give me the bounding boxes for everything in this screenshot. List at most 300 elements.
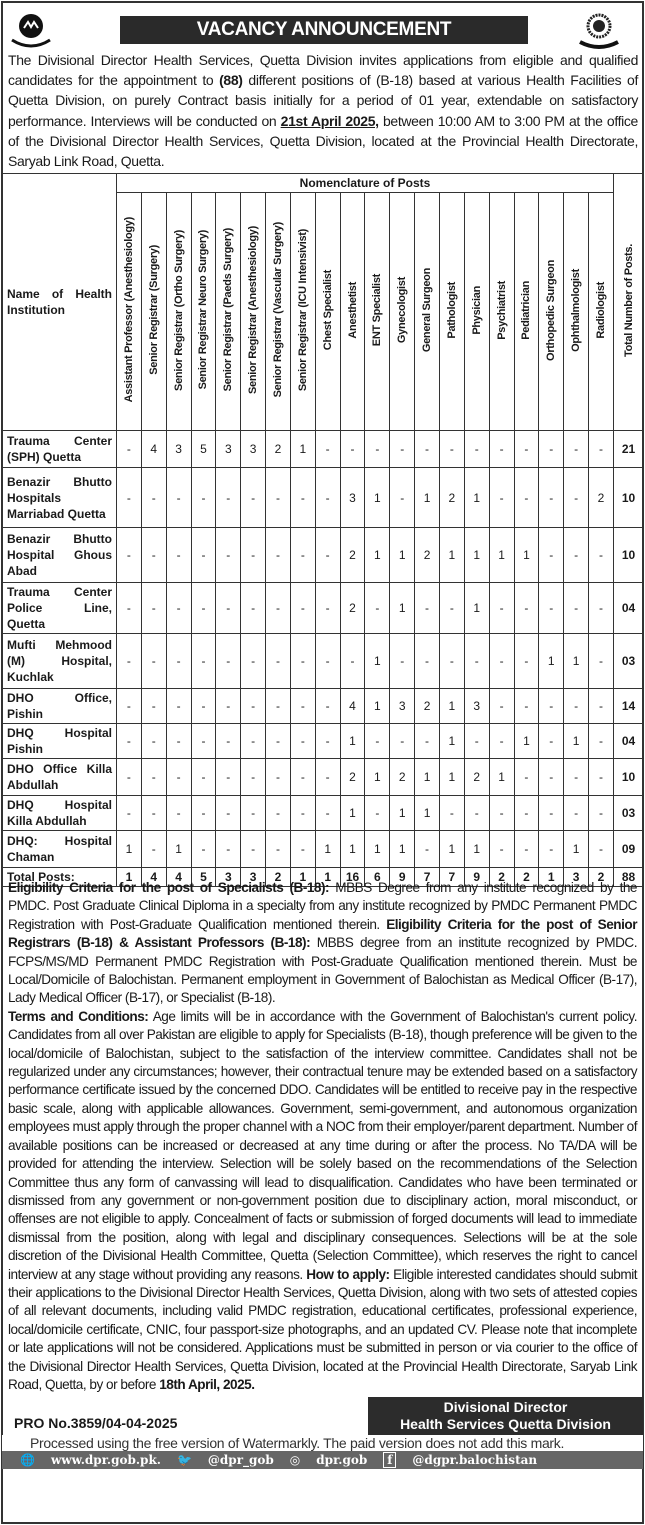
post-count: 1 <box>166 831 191 868</box>
post-header: Physician <box>464 193 489 431</box>
post-count: 3 <box>340 468 365 528</box>
post-count: - <box>191 468 216 528</box>
post-count: - <box>589 831 614 868</box>
post-count: 1 <box>415 759 440 796</box>
post-count: - <box>166 689 191 724</box>
table-row <box>3 528 644 583</box>
post-count: 5 <box>191 868 216 887</box>
health-department-logo <box>8 10 54 50</box>
post-count: 2 <box>266 868 291 887</box>
post-count: - <box>166 634 191 689</box>
post-header: ENT Specialist <box>365 193 390 431</box>
table-row <box>3 634 644 689</box>
post-count: - <box>564 796 589 831</box>
post-count: - <box>464 796 489 831</box>
post-count: 1 <box>390 831 415 868</box>
post-count: - <box>117 528 142 583</box>
post-count: 1 <box>439 759 464 796</box>
post-count: - <box>166 796 191 831</box>
post-count: - <box>216 468 241 528</box>
post-count: - <box>266 468 291 528</box>
post-count: - <box>290 583 315 634</box>
post-count: - <box>141 796 166 831</box>
post-count: - <box>290 759 315 796</box>
vacancy-table <box>2 173 644 887</box>
post-count: - <box>241 468 266 528</box>
post-count: - <box>290 689 315 724</box>
post-count: 3 <box>564 868 589 887</box>
post-count: 2 <box>266 431 291 468</box>
post-count: - <box>514 831 539 868</box>
post-count: - <box>290 634 315 689</box>
post-count: 1 <box>365 528 390 583</box>
post-count: - <box>166 583 191 634</box>
post-header: Senior Registrar (ICU Intensivist) <box>290 193 315 431</box>
row-total: 04 <box>614 724 644 759</box>
post-count: - <box>266 634 291 689</box>
post-count: - <box>489 689 514 724</box>
post-count: 1 <box>290 431 315 468</box>
post-count: - <box>439 431 464 468</box>
post-count: 16 <box>340 868 365 887</box>
post-count: 1 <box>117 831 142 868</box>
post-count: - <box>141 583 166 634</box>
post-count: - <box>166 528 191 583</box>
section-heading: Eligibility Criteria for the post of Senior Registrars (B-18) & Assistant Professors (B-18): <box>8 916 637 951</box>
table-row <box>3 724 644 759</box>
signature-office: Health Services Quetta Division <box>400 1416 611 1433</box>
post-count: 1 <box>415 796 440 831</box>
page-title: VACANCY ANNOUNCEMENT <box>120 16 528 44</box>
institution-name: DHQ Hospital Pishin <box>3 724 117 759</box>
post-count: - <box>141 634 166 689</box>
post-count: - <box>117 634 142 689</box>
post-count: 3 <box>216 868 241 887</box>
post-count: 1 <box>290 868 315 887</box>
post-count: - <box>191 583 216 634</box>
post-count: - <box>539 468 564 528</box>
post-header: Senior Registrar (Surgery) <box>141 193 166 431</box>
post-count: 1 <box>365 634 390 689</box>
post-count: - <box>266 831 291 868</box>
post-count: - <box>390 431 415 468</box>
post-count: 3 <box>241 868 266 887</box>
post-count: 2 <box>464 759 489 796</box>
post-count: - <box>315 796 340 831</box>
post-count: - <box>216 634 241 689</box>
signature-title: Divisional Director <box>443 1399 568 1416</box>
post-count: 3 <box>216 431 241 468</box>
row-total: 10 <box>614 759 644 796</box>
post-count: - <box>439 796 464 831</box>
post-count: - <box>464 431 489 468</box>
post-count: - <box>365 583 390 634</box>
post-count: - <box>290 468 315 528</box>
institution-name: Benazir Bhutto Hospitals Marriabad Quetta <box>3 468 117 528</box>
post-count: - <box>464 634 489 689</box>
post-count: - <box>241 583 266 634</box>
post-count: - <box>539 724 564 759</box>
post-header: Ophthalmologist <box>564 193 589 431</box>
post-count: 1 <box>439 689 464 724</box>
row-total: 21 <box>614 431 644 468</box>
body-text: MBBS Degree from any institute recognized by the PMDC. Post Graduate Clinical Diploma in a specialty from any institute recognized by PMDC Permanent PMDC Registration with Post-Graduate Qualification mentioned therein. <box>8 880 637 932</box>
post-count: - <box>241 528 266 583</box>
post-count: 2 <box>415 689 440 724</box>
post-count: - <box>117 468 142 528</box>
post-count: 2 <box>589 468 614 528</box>
post-count: 9 <box>464 868 489 887</box>
post-count: 1 <box>464 528 489 583</box>
post-count: - <box>564 528 589 583</box>
post-count: 1 <box>489 528 514 583</box>
post-count: - <box>216 831 241 868</box>
post-count: 2 <box>589 868 614 887</box>
post-count: - <box>266 724 291 759</box>
institution-name: DHQ Hospital Killa Abdullah <box>3 796 117 831</box>
post-count: 2 <box>415 528 440 583</box>
post-count: - <box>216 796 241 831</box>
post-count: - <box>290 724 315 759</box>
body-text: MBBS degree from an institute recognized by PMDC. FCPS/MS/MD Permanent PMDC Registration with Post-Graduate Qualification mentioned therein. Must be Local/Domicile of Balochistan. Permanent employment in Government of Balochistan as Medical Officer (B-17), Lady Medical Officer (B-17), or Specialist (B-18). <box>8 935 638 1006</box>
post-count: - <box>315 468 340 528</box>
post-count: - <box>340 431 365 468</box>
post-count: - <box>539 796 564 831</box>
section-heading: Terms and Conditions: <box>8 1008 149 1024</box>
post-count: 1 <box>464 831 489 868</box>
post-count: - <box>315 689 340 724</box>
post-count: - <box>514 759 539 796</box>
post-count: 1 <box>439 724 464 759</box>
post-count: - <box>191 831 216 868</box>
post-count: - <box>241 724 266 759</box>
post-count: - <box>290 528 315 583</box>
post-count: - <box>141 689 166 724</box>
post-count: 1 <box>365 831 390 868</box>
post-count: - <box>141 831 166 868</box>
post-header: Pathologist <box>439 193 464 431</box>
post-count: - <box>216 528 241 583</box>
post-count: - <box>439 583 464 634</box>
post-count: - <box>564 759 589 796</box>
post-count: - <box>390 468 415 528</box>
post-count: - <box>514 634 539 689</box>
twitter-handle[interactable]: @dpr_gob <box>207 1453 274 1468</box>
post-count: - <box>589 724 614 759</box>
post-count: - <box>166 724 191 759</box>
post-header: Anesthetist <box>340 193 365 431</box>
body-text: Age limits will be in accordance with the Government of Balochistan's current policy. Candidates from all over Pakistan are eligible to apply for Specialists (B-18), though preference will be given to the local/domicile of Balochistan, subject to the satisfaction of the interview committee. Candidates shall not be regularized under any circumstances; however, their contractual tenure may be extended based on a satisfactory performance certificate issued by the concerned DDO. Candidates will be entitled to receive pay in the respective basic scale, along with applicable allowances. Government, semi-government, and autonomous organization employees must apply through the proper channel with a NOC from their employer/parent department. Number of available positions can be increased or decreased at any time during or after the process. No TA/DA will be provided for attending the interview. Selection will be solely based on the recommendations of the Selection Committee thus any form of canvassing will lead to disqualification. Candidates who have been terminated or dismissed from any government or non-government position due to disciplinary action, moral misconduct, or offenses are not eligible to apply. Concealment of facts or submission of forged documents will lead to immediate dismissal from the position, along with legal and disciplinary consequences. Selections will be at the sole discretion of the Divisional Health Committee, Quetta (Selection Committee), which reserves the right to cancel interview at any stage without providing any reasons. <box>8 1008 638 1282</box>
signature-row <box>2 1397 643 1435</box>
post-header: Senior Registrar (Anesthesiology) <box>241 193 266 431</box>
post-count: 7 <box>439 868 464 887</box>
post-count: - <box>589 583 614 634</box>
post-count: 2 <box>340 528 365 583</box>
row-total: 03 <box>614 634 644 689</box>
post-count: - <box>539 831 564 868</box>
post-count: - <box>117 431 142 468</box>
post-count: - <box>589 528 614 583</box>
globe-icon: 🌐 <box>20 1453 35 1468</box>
post-count: - <box>315 759 340 796</box>
post-count: - <box>290 831 315 868</box>
post-count: - <box>539 759 564 796</box>
post-count: 1 <box>439 831 464 868</box>
post-count: - <box>141 724 166 759</box>
post-count: 2 <box>340 583 365 634</box>
post-count: - <box>489 583 514 634</box>
post-count: 4 <box>141 868 166 887</box>
post-count: - <box>241 796 266 831</box>
post-count: - <box>315 528 340 583</box>
post-count: - <box>589 796 614 831</box>
watermarkly-note: Processed using the free version of Watermarkly. The paid version does not add this mark. <box>2 1435 643 1451</box>
nomenclature-header: Nomenclature of Posts <box>117 174 614 193</box>
post-count: - <box>489 634 514 689</box>
post-count: - <box>266 528 291 583</box>
post-count: - <box>514 468 539 528</box>
post-count: - <box>191 528 216 583</box>
post-count: - <box>539 528 564 583</box>
post-count: 2 <box>439 468 464 528</box>
post-count: - <box>539 689 564 724</box>
post-count: - <box>489 468 514 528</box>
post-count: - <box>141 468 166 528</box>
intro-paragraph <box>8 50 638 171</box>
post-header: Psychiatrist <box>489 193 514 431</box>
post-count: 1 <box>117 868 142 887</box>
post-count: - <box>191 759 216 796</box>
table-row <box>3 583 644 634</box>
post-count: - <box>216 759 241 796</box>
twitter-icon: 🐦 <box>176 1453 192 1468</box>
post-count: - <box>166 468 191 528</box>
post-count: - <box>415 583 440 634</box>
post-count: 2 <box>514 868 539 887</box>
post-count: - <box>415 831 440 868</box>
institution-name: Benazir Bhutto Hospital Ghous Abad <box>3 528 117 583</box>
pro-number: PRO No.3859/04-04-2025 <box>14 1415 178 1432</box>
row-total: 10 <box>614 528 644 583</box>
post-count: - <box>315 583 340 634</box>
post-header: Senior Registrar (Vascular Surgery) <box>266 193 291 431</box>
post-count: 1 <box>564 831 589 868</box>
total-header: Total Number of Posts. <box>614 174 644 431</box>
row-total: 03 <box>614 796 644 831</box>
post-count: - <box>514 431 539 468</box>
post-count: - <box>564 431 589 468</box>
post-count: - <box>564 583 589 634</box>
table-row <box>3 759 644 796</box>
post-count: 4 <box>141 431 166 468</box>
post-count: - <box>514 583 539 634</box>
post-count: 1 <box>390 528 415 583</box>
post-count: - <box>191 796 216 831</box>
post-count: - <box>266 796 291 831</box>
post-count: - <box>315 634 340 689</box>
post-count: 1 <box>514 528 539 583</box>
post-count: - <box>589 759 614 796</box>
row-total: 10 <box>614 468 644 528</box>
post-header: Chest Specialist <box>315 193 340 431</box>
post-count: 1 <box>315 831 340 868</box>
post-count: - <box>117 689 142 724</box>
bottom-section <box>2 879 643 1469</box>
intro-text: between 10:00 AM to 3:00 PM at the office of the Divisional Director Health Services, Quetta Division, located at the Provincial Health Directorate, Saryab Link Road, Quetta. <box>8 112 638 170</box>
post-count: - <box>241 634 266 689</box>
post-header: Radiologist <box>589 193 614 431</box>
post-count: - <box>216 583 241 634</box>
post-count: - <box>589 431 614 468</box>
post-count: 9 <box>390 868 415 887</box>
post-count: - <box>191 724 216 759</box>
post-count: - <box>464 724 489 759</box>
post-count: - <box>489 831 514 868</box>
post-count: 1 <box>415 468 440 528</box>
post-count: - <box>241 759 266 796</box>
post-count: - <box>216 689 241 724</box>
post-header: General Surgeon <box>415 193 440 431</box>
institution-header: Name of Health Institution <box>3 174 117 431</box>
post-count: - <box>390 724 415 759</box>
post-count: - <box>564 689 589 724</box>
institution-name: DHO Office Killa Abdullah <box>3 759 117 796</box>
post-count: 2 <box>390 759 415 796</box>
post-count: - <box>390 634 415 689</box>
website-link[interactable]: www.dpr.gob.pk. <box>50 1453 161 1468</box>
post-count: 1 <box>439 528 464 583</box>
post-count: 3 <box>464 689 489 724</box>
post-header: Senior Registrar (Ortho Surgery) <box>166 193 191 431</box>
post-count: 1 <box>464 468 489 528</box>
post-count: - <box>241 689 266 724</box>
post-count: - <box>539 431 564 468</box>
post-count: 1 <box>340 724 365 759</box>
post-count: - <box>365 724 390 759</box>
post-count: 1 <box>539 868 564 887</box>
institution-name: Trauma Center Police Line, Quetta <box>3 583 117 634</box>
post-count: - <box>340 634 365 689</box>
post-count: 1 <box>464 583 489 634</box>
footer-bar <box>2 1451 643 1469</box>
post-count: - <box>216 724 241 759</box>
post-count: 3 <box>390 689 415 724</box>
facebook-handle[interactable]: @dgpr.balochistan <box>412 1453 538 1468</box>
signature-box <box>368 1397 643 1435</box>
table-row <box>3 689 644 724</box>
government-of-balochistan-seal <box>576 10 622 50</box>
institution-name: Mufti Mehmood (M) Hospital, Kuchlak <box>3 634 117 689</box>
post-count: - <box>489 724 514 759</box>
post-count: - <box>539 583 564 634</box>
post-count: 1 <box>365 468 390 528</box>
institution-name: DHO Office, Pishin <box>3 689 117 724</box>
intro-text: The Divisional Director Health Services, Quetta Division invites applications from eligible and qualified candidates for the appointment to <box>8 52 638 89</box>
post-count: 1 <box>365 689 390 724</box>
facebook-icon: f <box>383 1452 396 1468</box>
institution-name: Trauma Center (SPH) Quetta <box>3 431 117 468</box>
post-count: - <box>117 796 142 831</box>
post-count: 3 <box>241 431 266 468</box>
post-count: - <box>415 634 440 689</box>
post-count: 6 <box>365 868 390 887</box>
post-header: Assistant Professor (Anesthesiology) <box>117 193 142 431</box>
row-total: 88 <box>614 868 644 887</box>
interview-date: 21st April 2025, <box>280 112 379 129</box>
post-count: - <box>141 759 166 796</box>
post-count: 3 <box>166 431 191 468</box>
post-count: - <box>117 583 142 634</box>
post-count: - <box>589 689 614 724</box>
instagram-icon: ◎ <box>289 1453 301 1468</box>
post-count: - <box>365 796 390 831</box>
post-count: - <box>266 759 291 796</box>
positions-count: (88) <box>219 72 243 89</box>
post-count: - <box>489 431 514 468</box>
post-count: - <box>589 634 614 689</box>
post-count: - <box>166 759 191 796</box>
post-count: 4 <box>340 689 365 724</box>
post-count: - <box>266 689 291 724</box>
post-count: - <box>117 724 142 759</box>
table-row <box>3 831 644 868</box>
post-count: 1 <box>390 583 415 634</box>
post-count: 2 <box>489 868 514 887</box>
institution-name: DHQ: Hospital Chaman <box>3 831 117 868</box>
post-count: 7 <box>415 868 440 887</box>
post-count: - <box>141 528 166 583</box>
post-count: - <box>191 689 216 724</box>
post-header: Senior Registrar Neuro Surgery) <box>191 193 216 431</box>
post-count: - <box>564 468 589 528</box>
post-count: - <box>514 689 539 724</box>
section-heading: How to apply: <box>306 1266 390 1282</box>
post-count: 1 <box>489 759 514 796</box>
post-header: Pediatrician <box>514 193 539 431</box>
terms-section <box>2 879 643 1394</box>
table-row <box>3 796 644 831</box>
section-heading: Eligibility Criteria for the post of Specialists (B-18): <box>8 880 330 895</box>
paragraph <box>8 1008 637 1395</box>
post-count: 1 <box>390 796 415 831</box>
post-count: 5 <box>191 431 216 468</box>
post-count: - <box>439 634 464 689</box>
post-count: 1 <box>340 796 365 831</box>
post-header: Gynecologist <box>390 193 415 431</box>
post-count: 4 <box>166 868 191 887</box>
post-header: Senior Registrar (Paeds Surgery) <box>216 193 241 431</box>
instagram-handle[interactable]: dpr.gob <box>316 1453 368 1468</box>
post-count: - <box>415 724 440 759</box>
post-count: 1 <box>564 724 589 759</box>
post-count: 1 <box>365 759 390 796</box>
post-count: - <box>117 759 142 796</box>
row-total: 09 <box>614 831 644 868</box>
row-total: 04 <box>614 583 644 634</box>
row-total: 14 <box>614 689 644 724</box>
institution-name: Total Posts: <box>3 868 117 887</box>
post-count: - <box>191 634 216 689</box>
post-count: - <box>266 583 291 634</box>
post-count: - <box>290 796 315 831</box>
post-count: 1 <box>539 634 564 689</box>
table-row <box>3 468 644 528</box>
paragraph <box>8 879 637 1008</box>
post-count: - <box>365 431 390 468</box>
post-header: Orthopedic Surgeon <box>539 193 564 431</box>
post-count: 1 <box>514 724 539 759</box>
post-count: 1 <box>564 634 589 689</box>
